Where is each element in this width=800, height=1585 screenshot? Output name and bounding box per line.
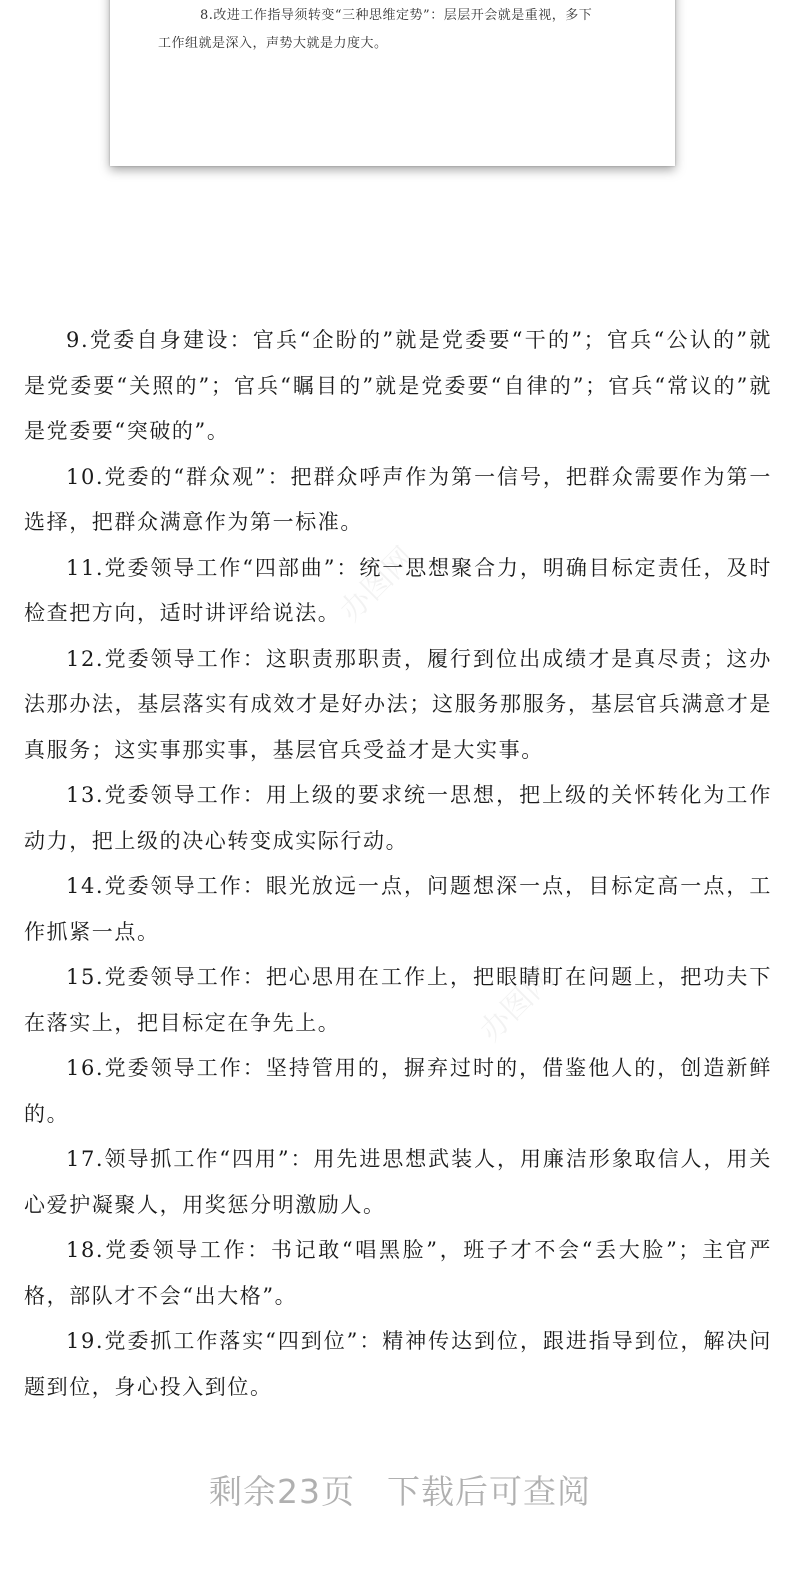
paragraph-15: 15.党委领导工作：把心思用在工作上，把眼睛盯在问题上，把功夫下在落实上，把目标定在争先上。 — [24, 965, 772, 1035]
preview-line-3: 工作组就是深入，声势大就是力度大。 — [158, 36, 388, 51]
paragraph-19: 19.党委抓工作落实“四到位”：精神传达到位，跟进指导到位，解决问题到位，身心投入到位。 — [24, 1329, 772, 1399]
watermark: 办图网 — [473, 960, 562, 1049]
remaining-pages-label: 剩余23页 — [209, 1472, 355, 1511]
preview-page-card — [110, 0, 675, 166]
download-to-read-label[interactable]: 下载后可查阅 — [387, 1472, 591, 1511]
paragraph-11: 11.党委领导工作“四部曲”：统一思想聚合力，明确目标定责任，及时检查把方向，适时讲评给说法。 — [24, 555, 772, 625]
paragraph-16: 16.党委领导工作：坚持管用的，摒弃过时的，借鉴他人的，创造新鲜的。 — [24, 1056, 772, 1126]
document-body — [24, 318, 772, 1410]
paragraph-18: 18.党委领导工作：书记敢“唱黑脸”，班子才不会“丢大脸”；主官严格，部队才不会“出大格”。 — [24, 1238, 772, 1308]
preview-line-2: 8.改进工作指导须转变“三种思维定势”：层层开会就是重视，多下 — [200, 8, 593, 23]
paragraph-17: 17.领导抓工作“四用”：用先进思想武装人，用廉洁形象取信人，用关心爱护凝聚人，用奖惩分明激励人。 — [24, 1147, 772, 1217]
paragraph-12: 12.党委领导工作：这职责那职责，履行到位出成绩才是真尽责；这办法那办法，基层落实有成效才是好办法；这服务那服务，基层官兵满意才是真服务；这实事那实事，基层官兵受益才是大实事。 — [24, 646, 772, 762]
paragraph-13: 13.党委领导工作：用上级的要求统一思想，把上级的关怀转化为工作动力，把上级的决心转变成实际行动。 — [24, 783, 772, 853]
paragraph-10: 10.党委的“群众观”：把群众呼声作为第一信号，把群众需要作为第一选择，把群众满意作为第一标准。 — [24, 464, 772, 534]
paragraph-9: 9.党委自身建设：官兵“企盼的”就是党委要“干的”；官兵“公认的”就是党委要“关照的”；官兵“瞩目的”就是党委要“自律的”；官兵“常议的”就是党委要“突破的”。 — [24, 328, 772, 443]
watermark: 办图网 — [333, 540, 422, 629]
download-prompt[interactable] — [0, 1466, 800, 1513]
paragraph-14: 14.党委领导工作：眼光放远一点，问题想深一点，目标定高一点，工作抓紧一点。 — [24, 874, 772, 944]
